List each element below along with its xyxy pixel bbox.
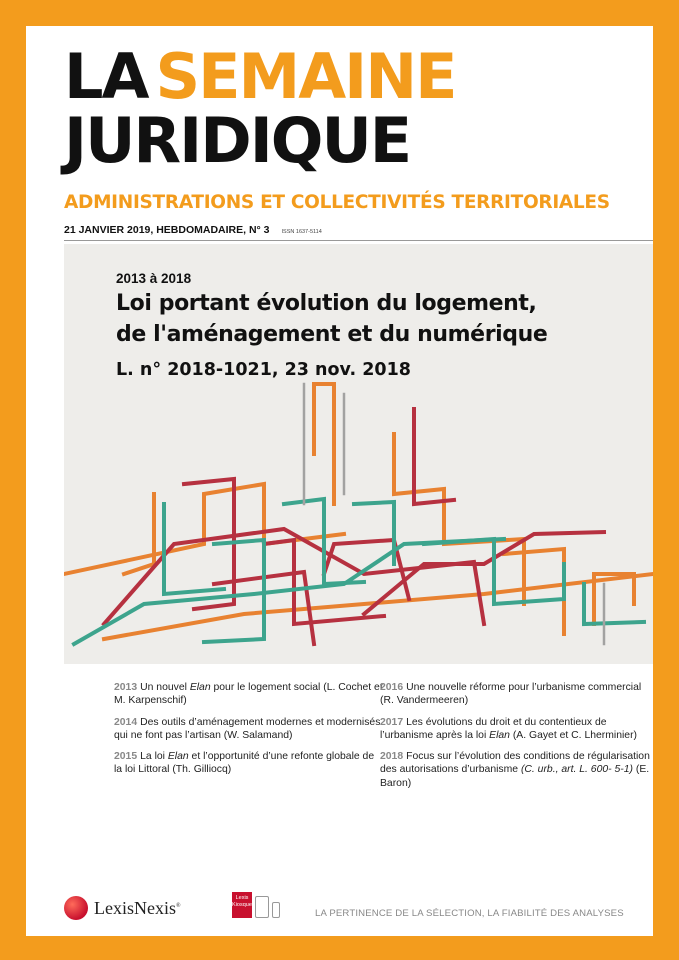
article-authors: pour le logement social (L. Cochet et M. Karpenschif): [114, 682, 383, 707]
masthead-la: LA: [64, 40, 148, 113]
article-title: Focus sur l’évolution des conditions de régularisation des autorisations d’urbanisme: [380, 751, 650, 776]
article-title: La loi: [140, 751, 168, 763]
masthead-juridique: JURIDIQUE: [64, 104, 411, 177]
article-authors: (E. Baron): [380, 764, 650, 789]
article-title-italic: Elan: [489, 729, 510, 741]
publisher-name-text: LexisNexis: [94, 897, 176, 918]
article-authors: et l’opportunité d’une refonte globale de la loi Littoral (Th. Gilliocq): [114, 751, 375, 776]
kiosque-label-2: Kiosque: [232, 902, 252, 908]
article-number: 2014: [114, 716, 138, 728]
article-authors: (A. Gayet et C. Lherminier): [509, 729, 637, 741]
toc-item[interactable]: [380, 681, 650, 708]
article-title: Un nouvel: [140, 682, 190, 693]
toc-item[interactable]: [114, 750, 384, 777]
orange-border-left: [0, 0, 26, 960]
publisher-tagline: LA PERTINENCE DE LA SÉLECTION, LA FIABILITÉ DES ANALYSES: [315, 908, 624, 919]
toc-item[interactable]: [380, 716, 650, 743]
article-title: Des outils d’aménagement modernes et modernisés qui ne font pas l’artisan (W. Salamand): [114, 716, 381, 741]
cover-sheet: [26, 26, 653, 936]
masthead-line-1: [64, 40, 456, 113]
article-number: 2015: [114, 751, 138, 763]
law-reference: L. n° 2018-1021, 23 nov. 2018: [116, 360, 411, 380]
masthead-semaine: SEMAINE: [155, 40, 456, 113]
issue-date: 21 JANVIER 2019, HEBDOMADAIRE, N° 3: [64, 224, 270, 236]
kiosque-label-1: Lexis: [235, 895, 249, 901]
headline-line-1: Loi portant évolution du logement,: [116, 291, 537, 316]
phone-icon: [272, 902, 280, 918]
cover-feature: [64, 244, 653, 664]
lexis-kiosque-badge: [232, 892, 280, 918]
article-number: 2013: [114, 682, 138, 693]
article-title-italic: Elan: [167, 751, 189, 763]
article-number: 2016: [380, 682, 404, 693]
feature-kicker: 2013 à 2018: [116, 271, 192, 286]
header-divider: [64, 240, 653, 241]
article-number: 2017: [380, 716, 404, 728]
kiosque-book-icon: [232, 892, 252, 918]
publisher-name: LexisNexis®: [94, 897, 181, 918]
tablet-icon: [255, 896, 269, 918]
edition-subtitle: ADMINISTRATIONS ET COLLECTIVITÉS TERRITORIALES: [64, 192, 610, 213]
feature-headline: [116, 288, 547, 350]
orange-border-right: [653, 0, 679, 960]
article-title: Les évolutions du droit et du contentieux de l’urbanisme après la loi: [380, 716, 607, 741]
issue-dateline: [64, 224, 322, 236]
headline-line-2: de l'aménagement et du numérique: [116, 322, 548, 347]
orange-border-bottom: [0, 936, 679, 960]
toc-column-left: [114, 681, 384, 785]
lexisnexis-logo: [64, 896, 181, 920]
toc-item[interactable]: [114, 716, 384, 743]
masthead: [64, 40, 456, 177]
article-number: 2018: [380, 751, 404, 763]
toc-column-right: [380, 681, 650, 798]
article-title-italic: Elan: [189, 682, 211, 693]
lexisnexis-globe-icon: [64, 896, 88, 920]
issn-number: ISSN 1637-5114: [281, 229, 322, 235]
article-title: Une nouvelle réforme pour l’urbanisme commercial (R. Vandermeeren): [380, 682, 642, 707]
orange-border-top: [0, 0, 679, 26]
toc-item[interactable]: [114, 681, 384, 708]
article-title-italic: (C. urb., art. L. 600- 5-1): [520, 764, 633, 776]
toc-item[interactable]: [380, 750, 650, 790]
